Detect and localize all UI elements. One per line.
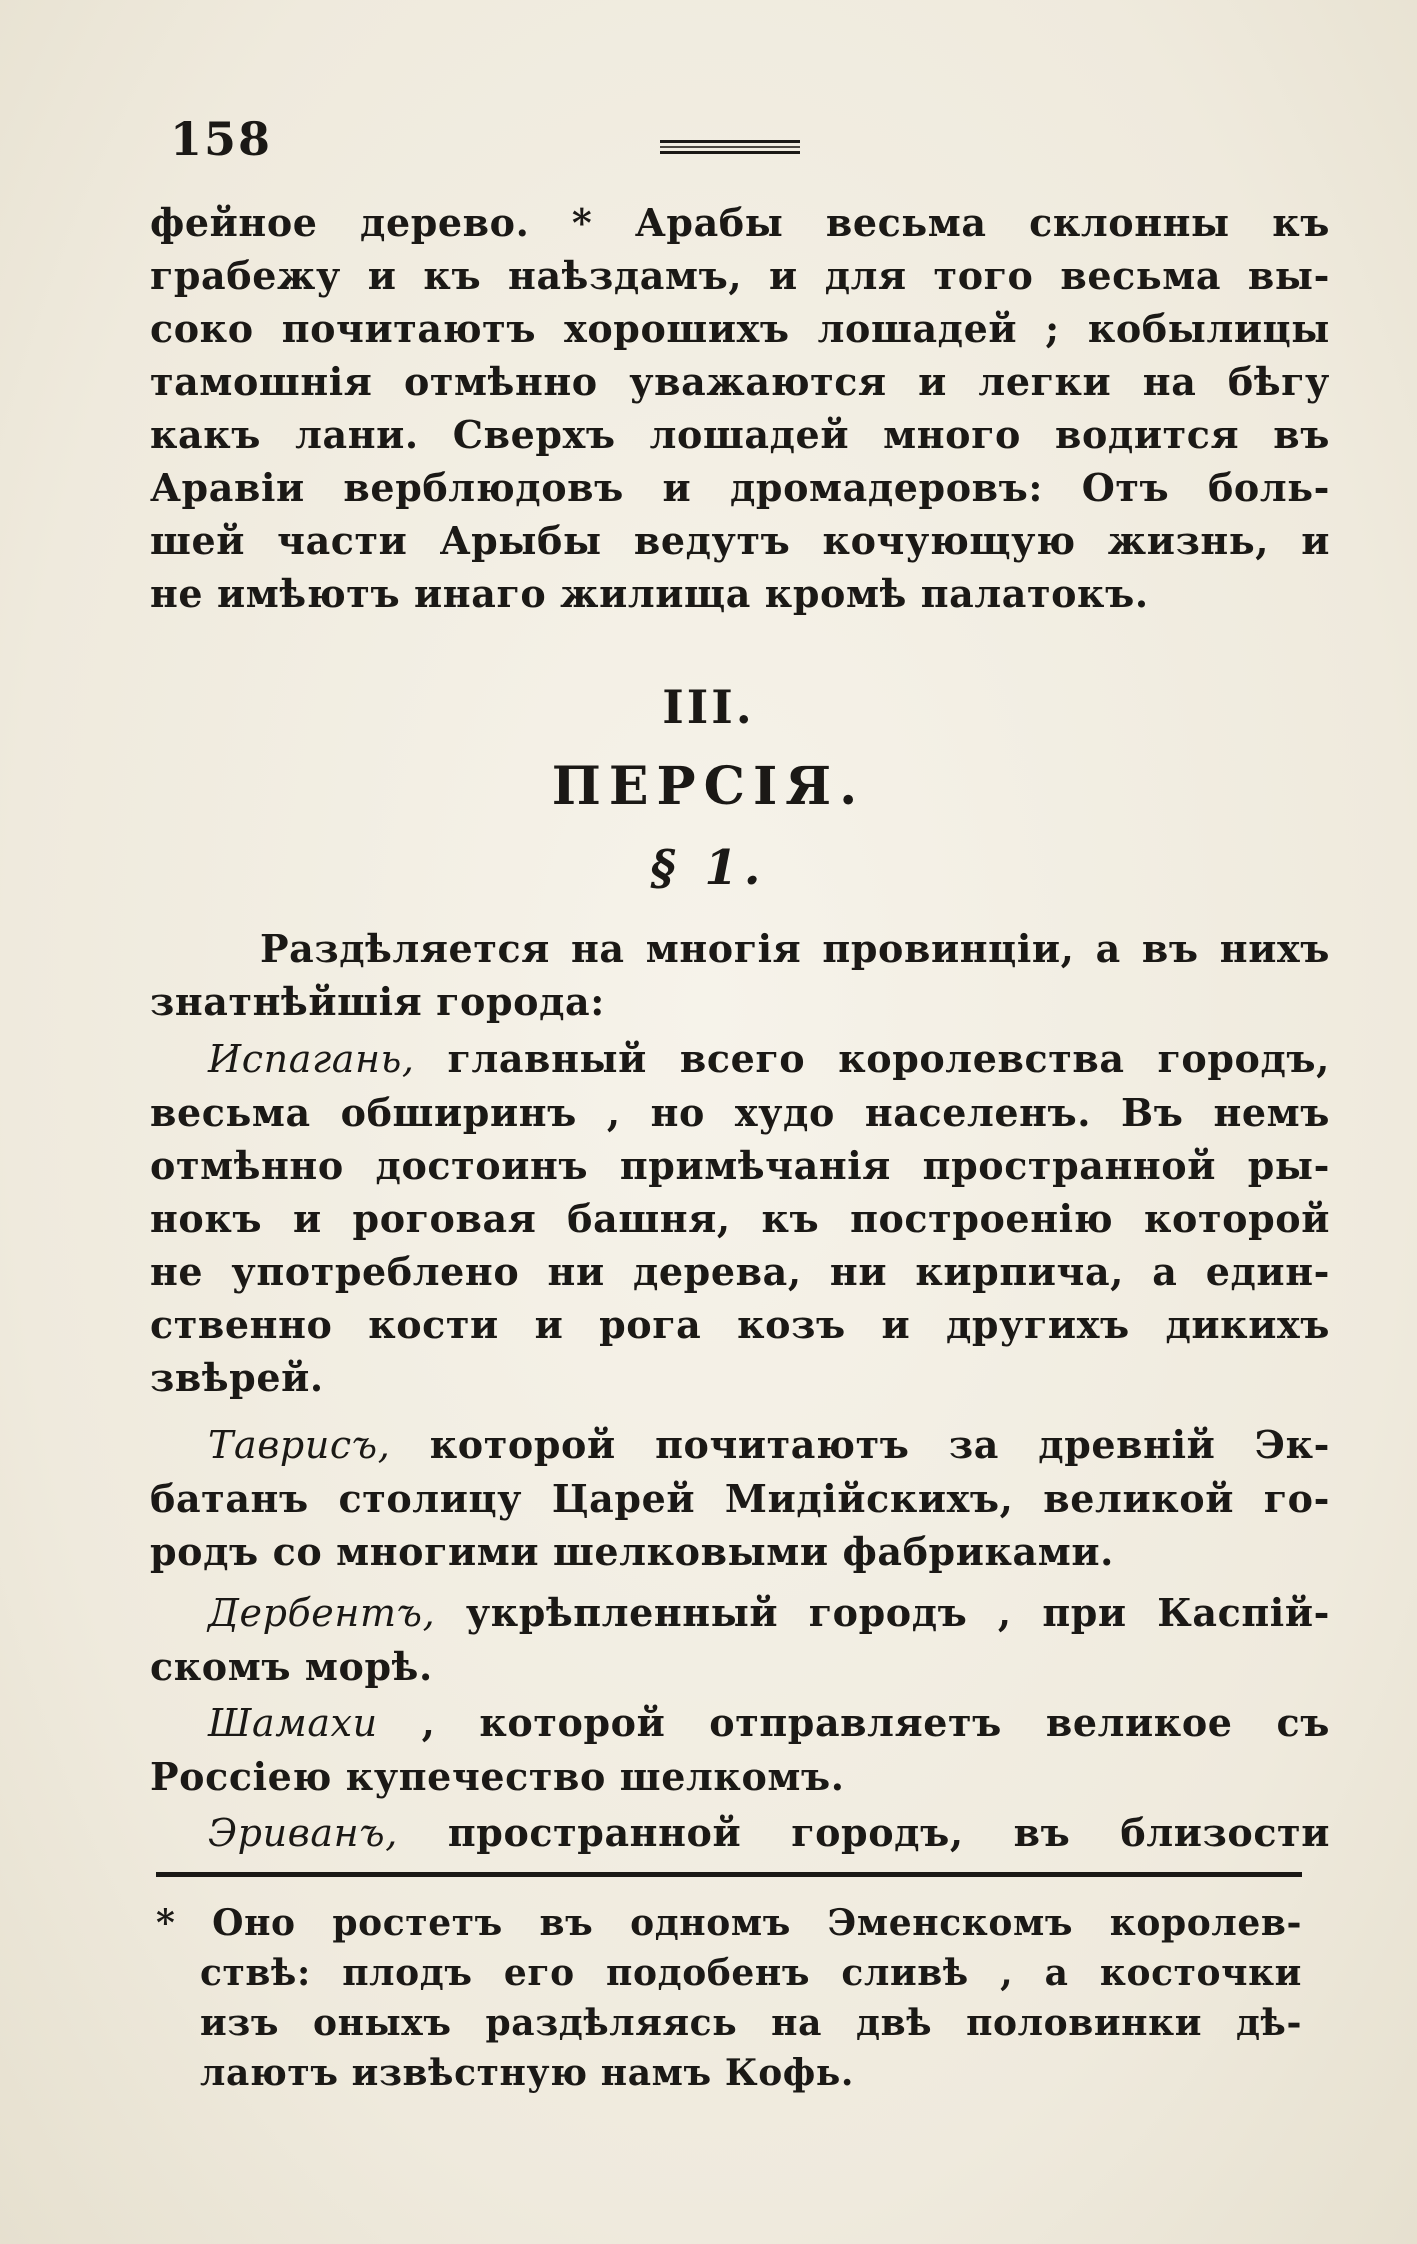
city-entry-tavris	[150, 1418, 1330, 1578]
text-line: отмѣнно достоинъ примѣчанія пространной ры-	[150, 1143, 1330, 1188]
footnote-line: ствѣ: плодъ его подобенъ сливѣ , а косточки	[200, 1952, 1302, 1994]
city-entry-ispagan	[150, 1032, 1330, 1404]
text-line: Испагань, главный всего королевства городъ,	[208, 1036, 1330, 1081]
text-line: тамошнія отмѣнно уважаются и легки на бѣгу	[150, 359, 1330, 404]
text-line: Шамахи , которой отправляетъ великое съ	[208, 1700, 1330, 1745]
text-line: не употреблено ни дерева, ни кирпича, а един-	[150, 1249, 1330, 1294]
city-entry-shamakhi	[150, 1696, 1330, 1803]
text-line: Раздѣляется на многія провинціи, а въ нихъ	[260, 926, 1330, 971]
text-line: не имѣютъ инаго жилища кромѣ палатокъ.	[150, 571, 1149, 616]
city-entry-derbent	[150, 1586, 1330, 1693]
text-line: Эриванъ, пространной городъ, въ близости	[208, 1810, 1330, 1855]
city-name: Эриванъ,	[208, 1811, 398, 1855]
section-number: III.	[662, 680, 755, 734]
text-line: какъ лани. Сверхъ лошадей много водится въ	[150, 412, 1330, 457]
city-entry-erivan	[150, 1806, 1330, 1860]
text-line: Россіею купечество шелкомъ.	[150, 1754, 845, 1799]
footnote-line: изъ оныхъ раздѣляясь на двѣ половинки дѣ-	[200, 2002, 1302, 2044]
intro-paragraph	[150, 922, 1330, 1028]
section-title: ПЕРСІЯ.	[551, 756, 866, 817]
continued-paragraph	[150, 196, 1330, 620]
city-name: Таврисъ,	[208, 1423, 391, 1467]
header-ornament-rule	[660, 140, 800, 154]
text-line: весьма обширинъ , но худо населенъ. Въ немъ	[150, 1090, 1330, 1135]
footnote	[156, 1898, 1302, 2098]
city-name: Шамахи	[208, 1701, 378, 1745]
text-line: шей части Арыбы ведутъ кочующую жизнь, и	[150, 518, 1330, 563]
text-line: скомъ морѣ.	[150, 1644, 433, 1689]
footnote-line: * Оно ростетъ въ одномъ Эменскомъ королев-	[156, 1902, 1302, 1944]
text-line: Аравіи верблюдовъ и дромадеровъ: Отъ боль-	[150, 465, 1330, 510]
text-line: фейное дерево. * Арабы весьма склонны къ	[150, 200, 1330, 245]
text-line: звѣрей.	[150, 1355, 324, 1400]
footnote-divider	[156, 1872, 1302, 1877]
text-line: знатнѣйшія города:	[150, 979, 605, 1024]
text-line: нокъ и роговая башня, къ построенію которой	[150, 1196, 1330, 1241]
text-line: батанъ столицу Царей Мидійскихъ, великой го-	[150, 1476, 1330, 1521]
text-line: родъ со многими шелковыми фабриками.	[150, 1529, 1114, 1574]
text-line: ственно кости и рога козъ и другихъ дикихъ	[150, 1302, 1330, 1347]
text-line: Дербентъ, укрѣпленный городъ , при Каспій-	[208, 1590, 1330, 1635]
text-line: соко почитаютъ хорошихъ лошадей ; кобылицы	[150, 306, 1330, 351]
city-name: Дербентъ,	[208, 1591, 436, 1635]
paragraph-sign: § 1.	[650, 840, 767, 896]
page-number: 158	[170, 112, 273, 166]
text-line: грабежу и къ наѣздамъ, и для того весьма вы-	[150, 253, 1330, 298]
text-line: Таврисъ, которой почитаютъ за древній Эк-	[208, 1422, 1330, 1467]
footnote-line: лаютъ извѣстную намъ Кофь.	[200, 2052, 855, 2094]
city-name: Испагань,	[208, 1037, 415, 1081]
